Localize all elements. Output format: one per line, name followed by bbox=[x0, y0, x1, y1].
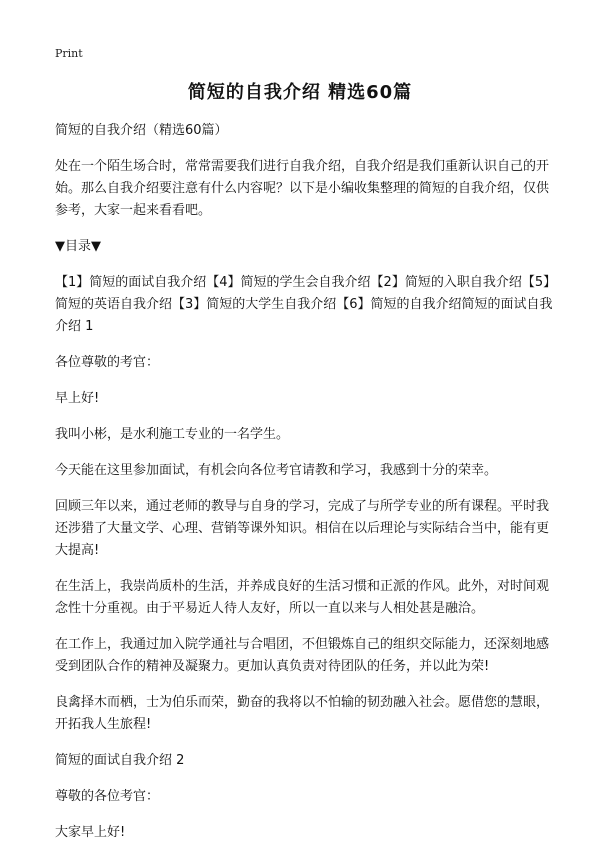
paragraph-study: 回顾三年以来，通过老师的教导与自身的学习，完成了与所学专业的所有课程。平时我还涉猎了大量文学、心理、营销等课外知识。相信在以后理论与实际结合当中，能有更大提高! bbox=[55, 499, 550, 558]
page-title: 简短的自我介绍 精选60篇 bbox=[187, 82, 413, 103]
greeting-line: 各位尊敬的考官： bbox=[55, 355, 160, 370]
article-body bbox=[55, 120, 555, 844]
paragraph-closing: 良禽择木而栖，士为伯乐而荣，勤奋的我将以不怕输的韧劲融入社会。愿借您的慧眼，开拓我人生旅程! bbox=[55, 695, 550, 732]
toc-links[interactable]: 【1】简短的面试自我介绍【4】简短的学生会自我介绍【2】简短的入职自我介绍【5】简短的英语自我介绍【3】简短的大学生自我介绍【6】简短的自我介绍简短的面试自我介绍 1 bbox=[55, 275, 553, 334]
intro-paragraph: 处在一个陌生场合时，常常需要我们进行自我介绍，自我介绍是我们重新认识自己的开始。那么自我介绍要注意有什么内容呢？以下是小编收集整理的简短的自我介绍，仅供参考，大家一起来看看吧。 bbox=[55, 159, 550, 218]
paragraph-name: 我叫小彬，是水利施工专业的一名学生。 bbox=[55, 427, 290, 442]
paragraph-work: 在工作上，我通过加入院学通社与合唱团，不但锻炼自己的组织交际能力，还深刻地感受到团队合作的精神及凝聚力。更加认真负责对待团队的任务，并以此为荣! bbox=[55, 637, 550, 674]
paragraph-interview: 今天能在这里参加面试，有机会向各位考官请教和学习，我感到十分的荣幸。 bbox=[55, 463, 498, 478]
section-2-title: 简短的面试自我介绍 2 bbox=[55, 753, 185, 768]
toc-heading: ▼目录▼ bbox=[55, 239, 101, 254]
paragraph-life: 在生活上，我崇尚质朴的生活，并养成良好的生活习惯和正派的作风。此外，对时间观念性十分重视。由于平易近人待人友好，所以一直以来与人相处甚是融洽。 bbox=[55, 579, 550, 616]
article-subtitle: 简短的自我介绍（精选60篇） bbox=[55, 123, 228, 138]
morning-line-2: 大家早上好! bbox=[55, 825, 126, 840]
greeting-line-2: 尊敬的各位考官： bbox=[55, 789, 160, 804]
print-link[interactable]: Print bbox=[55, 47, 83, 60]
morning-line: 早上好! bbox=[55, 391, 100, 406]
